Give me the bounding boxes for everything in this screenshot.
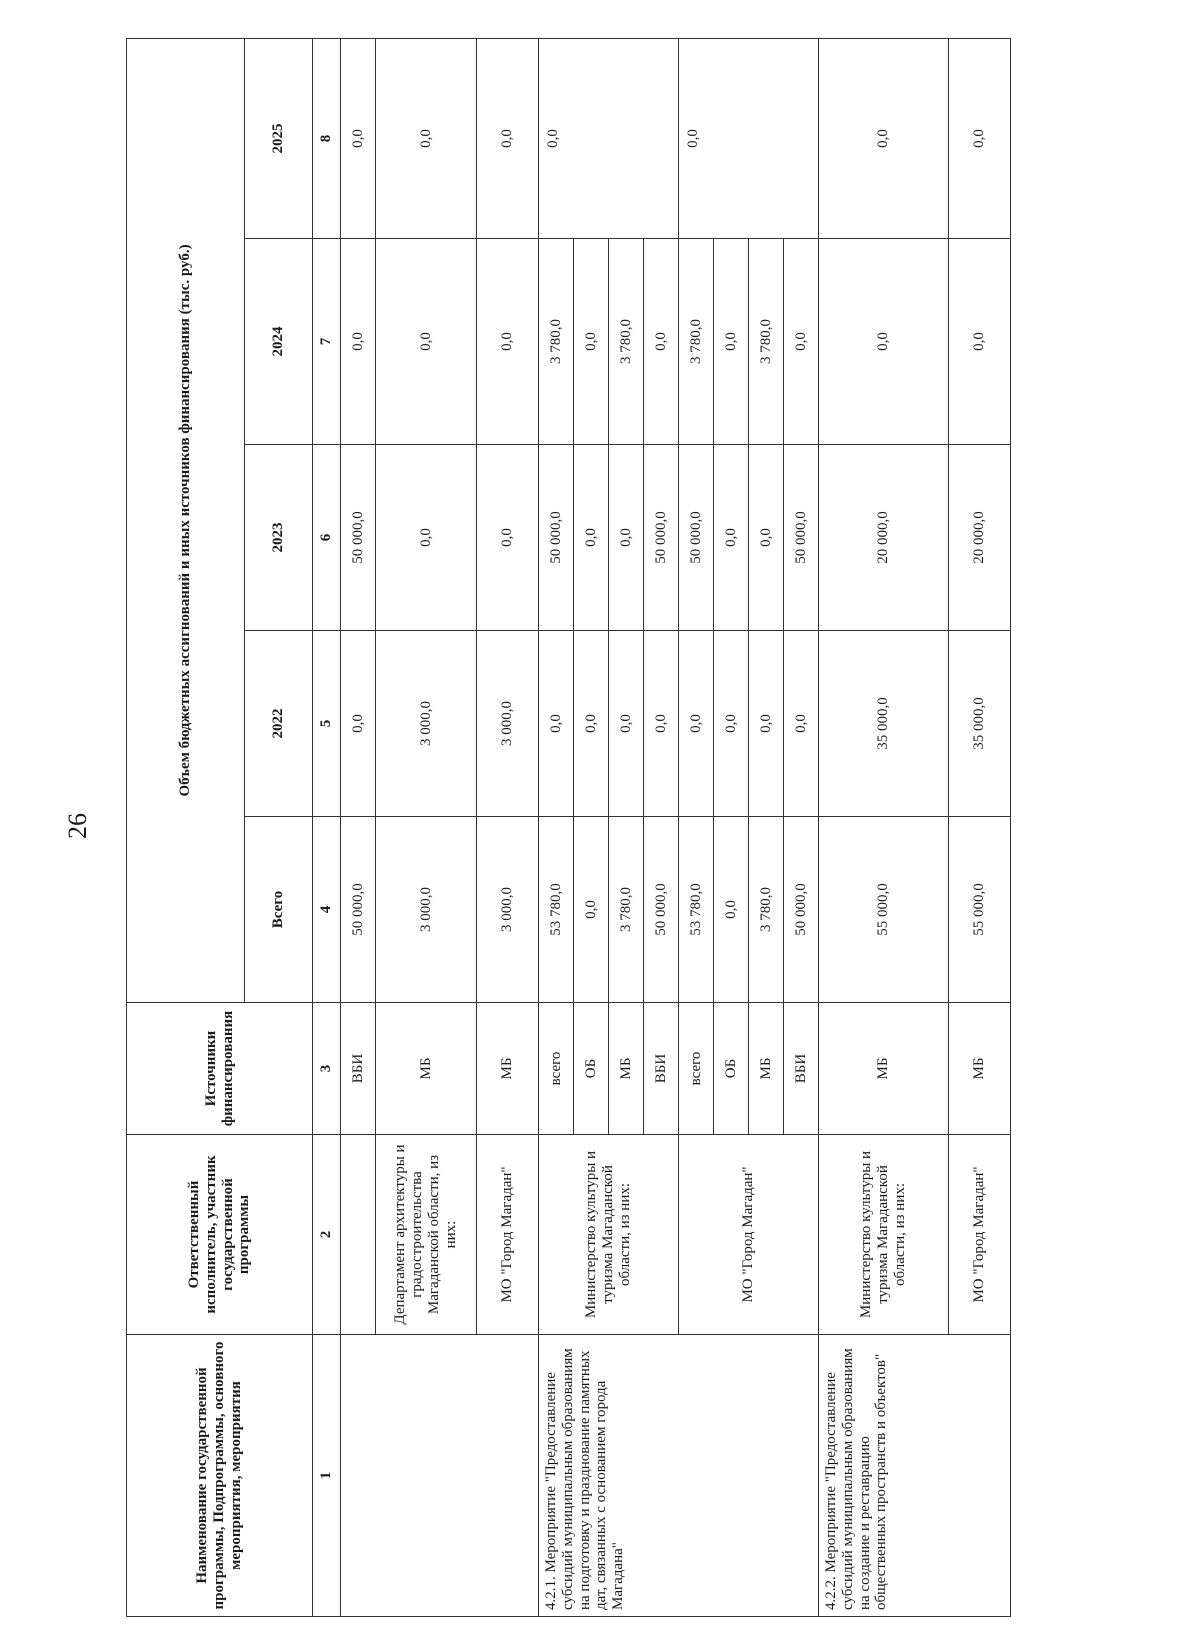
- value-cell: 0,0: [574, 445, 609, 631]
- value-cell: 3 000,0: [376, 631, 477, 817]
- header-col3: Источники финансирования: [127, 1003, 313, 1135]
- header-number: 8: [313, 38, 341, 238]
- header-year: Всего: [245, 817, 313, 1003]
- value-cell: 3 780,0: [609, 239, 644, 445]
- value-cell: 0,0: [679, 631, 714, 817]
- value-cell: 0,0: [714, 445, 749, 631]
- header-number: 5: [313, 631, 341, 817]
- source-cell: всего: [539, 1003, 574, 1135]
- value-cell: 50 000,0: [644, 445, 679, 631]
- value-cell: 50 000,0: [784, 445, 819, 631]
- header-funding: Объем бюджетных ассигнований и иных источников финансирования (тыс. руб.): [127, 38, 245, 1002]
- name-cell: 4.2.2. Мероприятие "Предоставление субсидий муниципальным образованиям на создание и реставрацию общественных пространств и объектов": [819, 1335, 1011, 1617]
- value-cell: 3 780,0: [749, 817, 784, 1003]
- value-cell: 0,0: [609, 631, 644, 817]
- header-number: 4: [313, 817, 341, 1003]
- value-cell: 0,0: [376, 239, 477, 445]
- source-cell: МБ: [477, 1003, 539, 1135]
- source-cell: МБ: [376, 1003, 477, 1135]
- source-cell: ОБ: [714, 1003, 749, 1135]
- source-cell: МБ: [819, 1003, 949, 1135]
- value-cell: 0,0: [477, 38, 539, 238]
- header-year: 2025: [245, 38, 313, 238]
- source-cell: ВБИ: [341, 1003, 376, 1135]
- header-col1: Наименование государственной программы, Подпрограммы, основного мероприятия, мероприятия: [127, 1335, 313, 1617]
- value-cell: 0,0: [749, 631, 784, 817]
- value-cell: 0,0: [574, 817, 609, 1003]
- header-year: 2023: [245, 445, 313, 631]
- value-cell: 0,0: [949, 38, 1011, 238]
- source-cell: ВБИ: [644, 1003, 679, 1135]
- source-cell: всего: [679, 1003, 714, 1135]
- table-row: [341, 38, 376, 1616]
- value-cell: 50 000,0: [341, 817, 376, 1003]
- value-cell: 3 000,0: [477, 631, 539, 817]
- value-cell: 0,0: [784, 239, 819, 445]
- value-cell: 0,0: [644, 239, 679, 445]
- executor-cell: МО "Город Магадан": [949, 1135, 1011, 1335]
- value-cell: 20 000,0: [949, 445, 1011, 631]
- header-year: 2024: [245, 239, 313, 445]
- table-row: [819, 38, 949, 1616]
- value-cell: 0,0: [714, 817, 749, 1003]
- value-cell: 0,0: [539, 38, 679, 238]
- header-number: 7: [313, 239, 341, 445]
- funding-table: [126, 38, 1011, 1617]
- value-cell: 0,0: [749, 445, 784, 631]
- value-cell: 0,0: [477, 239, 539, 445]
- executor-cell: МО "Город Магадан": [679, 1135, 819, 1335]
- value-cell: 53 780,0: [539, 817, 574, 1003]
- value-cell: 0,0: [819, 239, 949, 445]
- value-cell: 35 000,0: [819, 631, 949, 817]
- value-cell: 0,0: [341, 38, 376, 238]
- value-cell: 50 000,0: [644, 817, 679, 1003]
- value-cell: 0,0: [714, 239, 749, 445]
- value-cell: 0,0: [819, 38, 949, 238]
- value-cell: 0,0: [477, 445, 539, 631]
- header-number: 3: [313, 1003, 341, 1135]
- value-cell: 0,0: [376, 445, 477, 631]
- value-cell: 3 780,0: [679, 239, 714, 445]
- source-cell: МБ: [609, 1003, 644, 1135]
- value-cell: 20 000,0: [819, 445, 949, 631]
- value-cell: 35 000,0: [949, 631, 1011, 817]
- value-cell: 55 000,0: [949, 817, 1011, 1003]
- executor-cell: Министерство культуры и туризма Магаданской области, из них:: [819, 1135, 949, 1335]
- rotated-page: [126, 39, 988, 1617]
- name-cell: [341, 1335, 539, 1617]
- value-cell: 3 000,0: [477, 817, 539, 1003]
- header-number: 6: [313, 445, 341, 631]
- page-number: 26: [63, 813, 92, 839]
- value-cell: 0,0: [341, 631, 376, 817]
- table-row: [539, 38, 574, 1616]
- value-cell: 0,0: [784, 631, 819, 817]
- header-col2: Ответственный исполнитель, участник государственной программы: [127, 1135, 313, 1335]
- value-cell: 0,0: [574, 631, 609, 817]
- value-cell: 0,0: [609, 445, 644, 631]
- value-cell: 50 000,0: [679, 445, 714, 631]
- executor-cell: Департамент архитектуры и градостроительства Магаданской области, из них:: [376, 1135, 477, 1335]
- value-cell: 3 000,0: [376, 817, 477, 1003]
- value-cell: 0,0: [341, 239, 376, 445]
- value-cell: 3 780,0: [749, 239, 784, 445]
- value-cell: 50 000,0: [341, 445, 376, 631]
- source-cell: МБ: [749, 1003, 784, 1135]
- value-cell: 0,0: [644, 631, 679, 817]
- value-cell: 53 780,0: [679, 817, 714, 1003]
- value-cell: 3 780,0: [539, 239, 574, 445]
- executor-cell: Министерство культуры и туризма Магаданской области, из них:: [539, 1135, 679, 1335]
- executor-cell: [341, 1135, 376, 1335]
- value-cell: 3 780,0: [609, 817, 644, 1003]
- source-cell: ОБ: [574, 1003, 609, 1135]
- value-cell: 0,0: [539, 631, 574, 817]
- header-number: 1: [313, 1335, 341, 1617]
- value-cell: 0,0: [714, 631, 749, 817]
- source-cell: МБ: [949, 1003, 1011, 1135]
- value-cell: 50 000,0: [539, 445, 574, 631]
- value-cell: 50 000,0: [784, 817, 819, 1003]
- value-cell: 0,0: [376, 38, 477, 238]
- name-cell: 4.2.1. Мероприятие "Предоставление субсидий муниципальным образованиям на подготовку и празднование памятных дат, связанных с основанием города Магадана": [539, 1335, 819, 1617]
- header-year: 2022: [245, 631, 313, 817]
- source-cell: ВБИ: [784, 1003, 819, 1135]
- header-number: 2: [313, 1135, 341, 1335]
- executor-cell: МО "Город Магадан": [477, 1135, 539, 1335]
- value-cell: 55 000,0: [819, 817, 949, 1003]
- value-cell: 0,0: [679, 38, 819, 238]
- value-cell: 0,0: [949, 239, 1011, 445]
- value-cell: 0,0: [574, 239, 609, 445]
